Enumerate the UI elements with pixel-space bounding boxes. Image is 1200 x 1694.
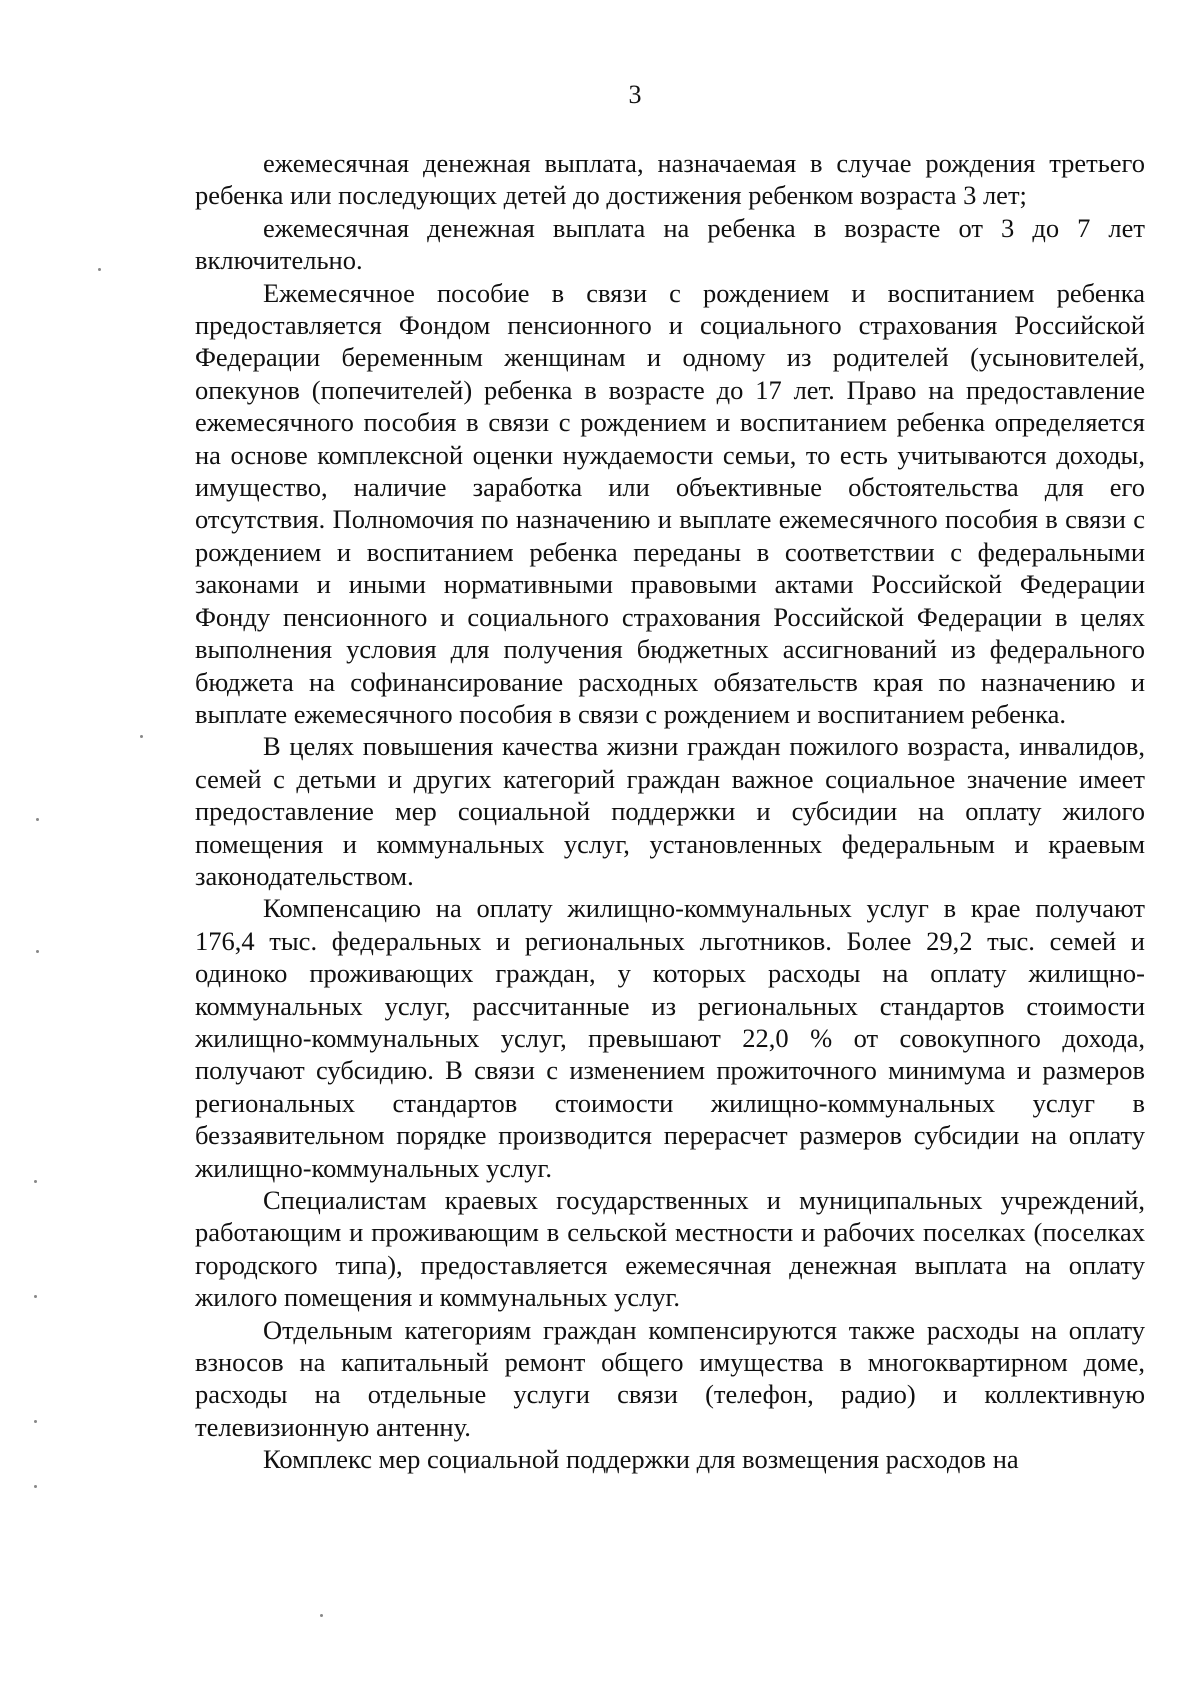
paragraph: Комплекс мер социальной поддержки для возмещения расходов на	[263, 1444, 1019, 1475]
scan-artifact	[36, 818, 39, 821]
paragraph: В целях повышения качества жизни граждан пожилого возраста, инвалидов, семей с детьми и других категорий граждан важное социальное значение имеет предоставление мер социальной поддержки и субсидии на оплату жилого помещения и коммунальных услуг, установленных федеральным и краевым законодательством.	[195, 731, 1145, 891]
scan-artifact	[34, 1485, 37, 1488]
scan-artifact	[36, 950, 39, 953]
paragraph: Специалистам краевых государственных и муниципальных учреждений, работающим и проживающим в сельской местности и рабочих поселках (поселках городского типа), предоставляется ежемесячная денежная выплата на оплату жилого помещения и коммунальных услуг.	[195, 1185, 1145, 1313]
scan-artifact	[140, 735, 143, 738]
paragraph: Компенсацию на оплату жилищно-коммунальных услуг в крае получают 176,4 тыс. федеральных и региональных льготников. Более 29,2 тыс. семей и одиноко проживающих граждан, у которых расходы на оплату жилищно-коммунальных услуг, рассчитанные из региональных стандартов стоимости жилищно-коммунальных услуг, превышают 22,0 % от совокупного дохода, получают субсидию. В связи с изменением прожиточного минимума и размеров региональных стандартов стоимости жилищно-коммунальных услуг в беззаявительном порядке производится перерасчет размеров субсидии на оплату жилищно-коммунальных услуг.	[195, 893, 1145, 1183]
paragraph: ежемесячная денежная выплата, назначаемая в случае рождения третьего ребенка или последующих детей до достижения ребенком возраста 3 лет;	[195, 148, 1145, 211]
scan-artifact	[34, 1295, 37, 1298]
scan-artifact	[98, 268, 101, 271]
body-text	[195, 147, 1145, 1476]
paragraph: Отдельным категориям граждан компенсируются также расходы на оплату взносов на капитальный ремонт общего имущества в многоквартирном доме, расходы на отдельные услуги связи (телефон, радио) и коллективную телевизионную антенну.	[195, 1314, 1145, 1442]
scan-artifact	[34, 1180, 37, 1183]
scan-artifact	[320, 1614, 323, 1617]
page-number: 3	[628, 80, 642, 109]
paragraph: ежемесячная денежная выплата на ребенка в возрасте от 3 до 7 лет включительно.	[195, 212, 1145, 276]
paragraph: Ежемесячное пособие в связи с рождением и воспитанием ребенка предоставляется Фондом пенсионного и социального страхования Российской Федерации беременным женщинам и одному из родителей (усыновителей, опекунов (попечителей) ребенка в возрасте до 17 лет. Право на предоставление ежемесячного пособия в связи с рождением и воспитанием ребенка определяется на основе комплексной оценки нуждаемости семьи, то есть учитываются доходы, имущество, наличие заработка или объективные обстоятельства для его отсутствия. Полномочия по назначению и выплате ежемесячного пособия в связи с рождением и воспитанием ребенка переданы в соответствии с федеральными законами и иными нормативными правовыми актами Российской Федерации Фонду пенсионного и социального страхования Российской Федерации в целях выполнения условия для получения бюджетных ассигнований из федерального бюджета на софинансирование расходных обязательств края по назначению и выплате ежемесячного пособия в связи с рождением и воспитанием ребенка.	[195, 277, 1145, 729]
scan-artifact	[34, 1420, 37, 1423]
